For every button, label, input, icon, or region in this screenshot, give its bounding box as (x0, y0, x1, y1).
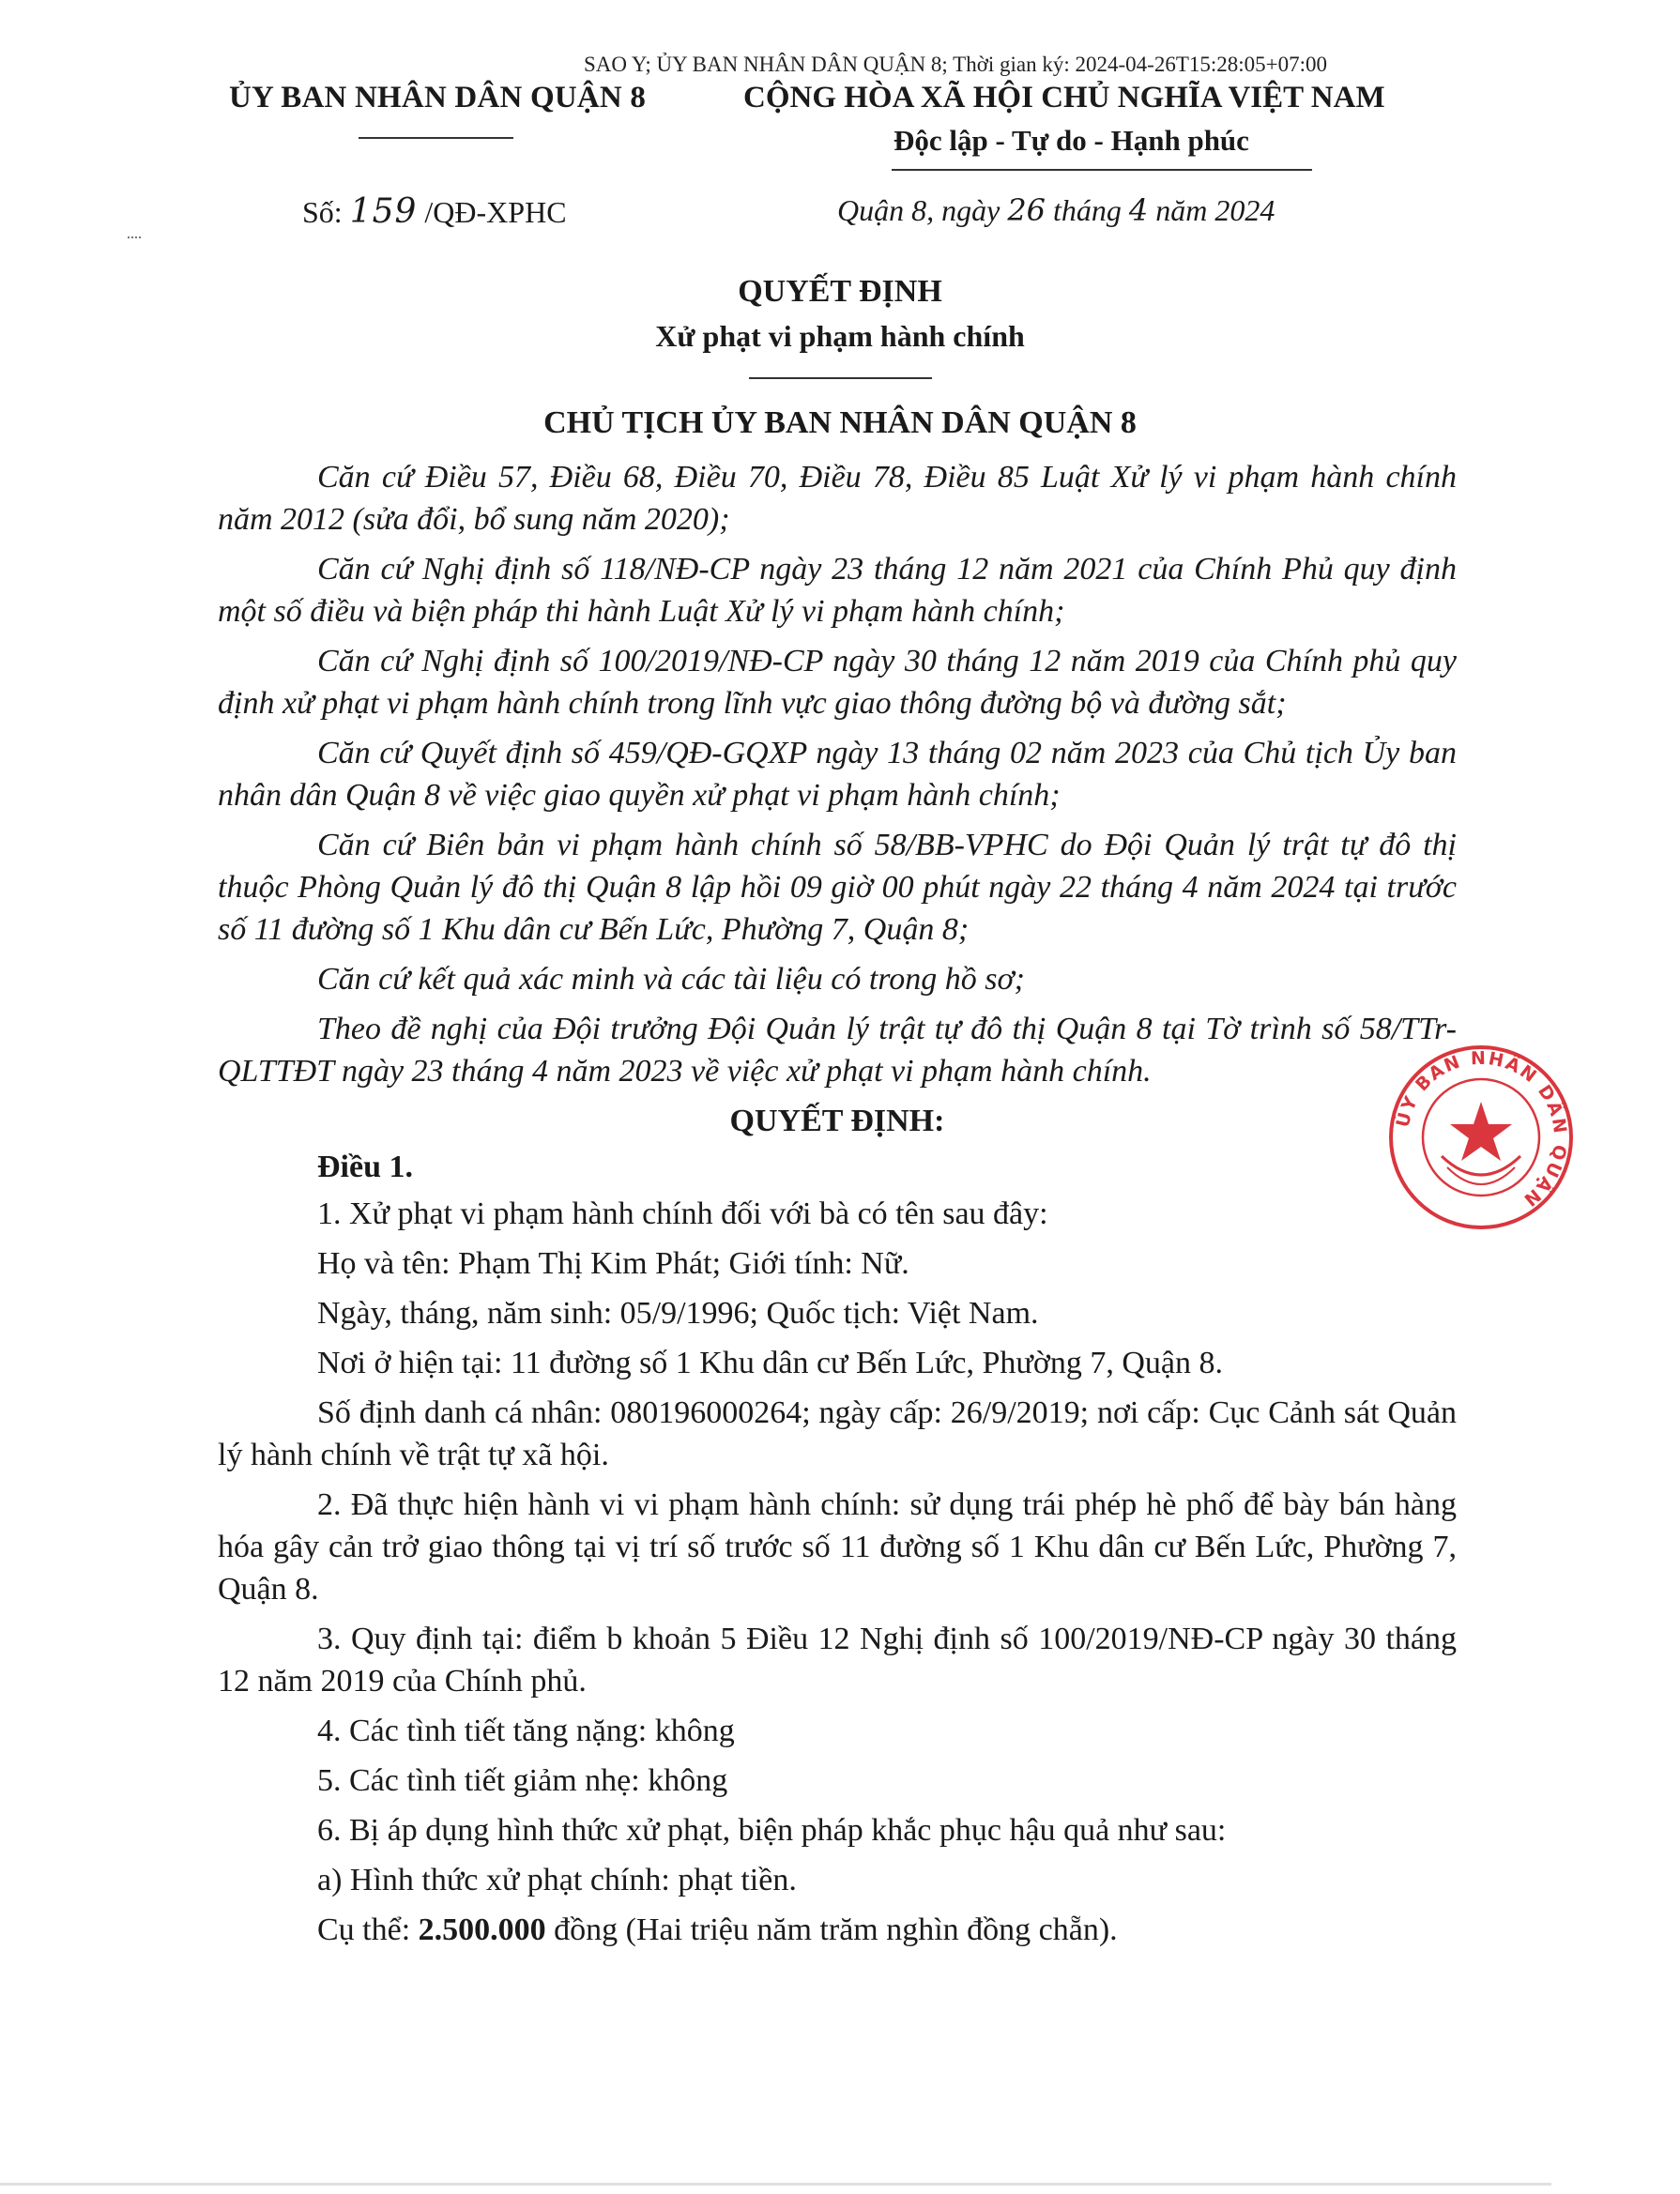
date-part-3: năm 2024 (1148, 193, 1275, 227)
legal-basis-2: Căn cứ Nghị định số 118/NĐ-CP ngày 23 tháng 12 năm 2021 của Chính Phủ quy định một số điều và biện pháp thi hành Luật Xử lý vi phạm hành chính; (218, 552, 1457, 629)
violator-id: Số định danh cá nhân: 080196000264; ngày cấp: 26/9/2019; nơi cấp: Cục Cảnh sát Quản lý hành chính về trật tự xã hội. (218, 1395, 1457, 1472)
issuer-title: CHỦ TỊCH ỦY BAN NHÂN DÂN QUẬN 8 (543, 405, 1137, 440)
penalty-forms: 6. Bị áp dụng hình thức xử phạt, biện pháp khắc phục hậu quả như sau: (317, 1813, 1227, 1848)
article-1-heading: Điều 1. (317, 1150, 413, 1184)
aggravating-factors: 4. Các tình tiết tăng nặng: không (317, 1714, 735, 1748)
page-bottom-edge (0, 2183, 1551, 2186)
legal-basis-1: Căn cứ Điều 57, Điều 68, Điều 70, Điều 78, Điều 85 Luật Xử lý vi phạm hành chính năm 2012 (sửa đổi, bổ sung năm 2020); (218, 460, 1457, 537)
date-part-1: Quận 8, ngày (837, 193, 1008, 227)
date-part-2: tháng (1046, 193, 1129, 227)
doc-number-handwritten: 159 (349, 192, 418, 231)
article-1-item: 1. Xử phạt vi phạm hành chính đối với bà có tên sau đây: (317, 1196, 1048, 1231)
fine-prefix: Cụ thể: (317, 1912, 419, 1947)
fine-suffix: đồng (Hai triệu năm trăm nghìn đồng chẵn). (545, 1912, 1118, 1947)
agency-underline (359, 137, 513, 139)
title-underline (749, 377, 932, 379)
decision-heading: QUYẾT ĐỊNH: (729, 1104, 945, 1138)
fine-amount-line (218, 1909, 1457, 1951)
document-body (218, 456, 1457, 1958)
main-penalty: a) Hình thức xử phạt chính: phạt tiền. (317, 1863, 797, 1897)
legal-basis-4: Căn cứ Quyết định số 459/QĐ-GQXP ngày 13 tháng 02 năm 2023 của Chủ tịch Ủy ban nhân dân Quận 8 về việc giao quyền xử phạt vi phạm hành chính; (218, 736, 1457, 813)
copy-signature-stamp: SAO Y; ỦY BAN NHÂN DÂN QUẬN 8; Thời gian ký: 2024-04-26T15:28:05+07:00 (584, 53, 1328, 76)
date-day-handwritten: 26 (1007, 192, 1046, 228)
country-name: CỘNG HÒA XÃ HỘI CHỦ NGHĨA VIỆT NAM (743, 81, 1385, 114)
document-number (302, 192, 567, 231)
legal-provision: 3. Quy định tại: điểm b khoản 5 Điều 12 Nghị định số 100/2019/NĐ-CP ngày 30 tháng 12 năm 2019 của Chính phủ. (218, 1622, 1457, 1699)
legal-basis-6: Căn cứ kết quả xác minh và các tài liệu có trong hồ sơ; (317, 962, 1025, 997)
seal-text: ỦY BAN NHÂN DÂN QUẬN (1392, 1047, 1571, 1211)
violator-address: Nơi ở hiện tại: 11 đường số 1 Khu dân cư Bến Lức, Phường 7, Quận 8. (317, 1346, 1223, 1380)
violation-act: 2. Đã thực hiện hành vi vi phạm hành chính: sử dụng trái phép hè phố để bày bán hàng hóa gây cản trở giao thông tại vị trí số trước số 11 đường số 1 Khu dân cư Bến Lức, Phường 7, Quận 8. (218, 1487, 1457, 1607)
fine-amount: 2.500.000 (418, 1912, 546, 1947)
document-date (837, 192, 1275, 228)
violator-dob: Ngày, tháng, năm sinh: 05/9/1996; Quốc tịch: Việt Nam. (317, 1296, 1039, 1331)
official-red-seal (1387, 1044, 1575, 1231)
mitigating-factors: 5. Các tình tiết giảm nhẹ: không (317, 1763, 728, 1798)
date-month-handwritten: 4 (1128, 192, 1149, 228)
document-subject: Xử phạt vi phạm hành chính (655, 319, 1025, 353)
national-motto: Độc lập - Tự do - Hạnh phúc (893, 124, 1249, 157)
legal-basis-3: Căn cứ Nghị định số 100/2019/NĐ-CP ngày 30 tháng 12 năm 2019 của Chính phủ quy định xử phạt vi phạm hành chính trong lĩnh vực giao thông đường bộ và đường sắt; (218, 644, 1457, 721)
document-type-title: QUYẾT ĐỊNH (738, 274, 942, 309)
violator-name: Họ và tên: Phạm Thị Kim Phát; Giới tính: Nữ. (317, 1246, 909, 1281)
scan-speck (128, 236, 141, 241)
legal-basis-5: Căn cứ Biên bản vi phạm hành chính số 58/BB-VPHC do Đội Quản lý trật tự đô thị thuộc Phòng Quản lý đô thị Quận 8 lập hồi 09 giờ 00 phút ngày 22 tháng 4 năm 2024 tại trước số 11 đường số 1 Khu dân cư Bến Lức, Phường 7, Quận 8; (218, 828, 1457, 947)
doc-number-prefix: Số: (302, 195, 350, 229)
doc-number-suffix: /QĐ-XPHC (417, 195, 567, 229)
legal-basis-7: Theo đề nghị của Đội trưởng Đội Quản lý trật tự đô thị Quận 8 tại Tờ trình số 58/TTr-QLTTĐT ngày 23 tháng 4 năm 2023 về việc xử phạt vi phạm hành chính. (218, 1012, 1457, 1089)
seal-star-icon (1450, 1102, 1512, 1161)
motto-underline (892, 169, 1312, 171)
agency-name: ỦY BAN NHÂN DÂN QUẬN 8 (229, 81, 647, 114)
